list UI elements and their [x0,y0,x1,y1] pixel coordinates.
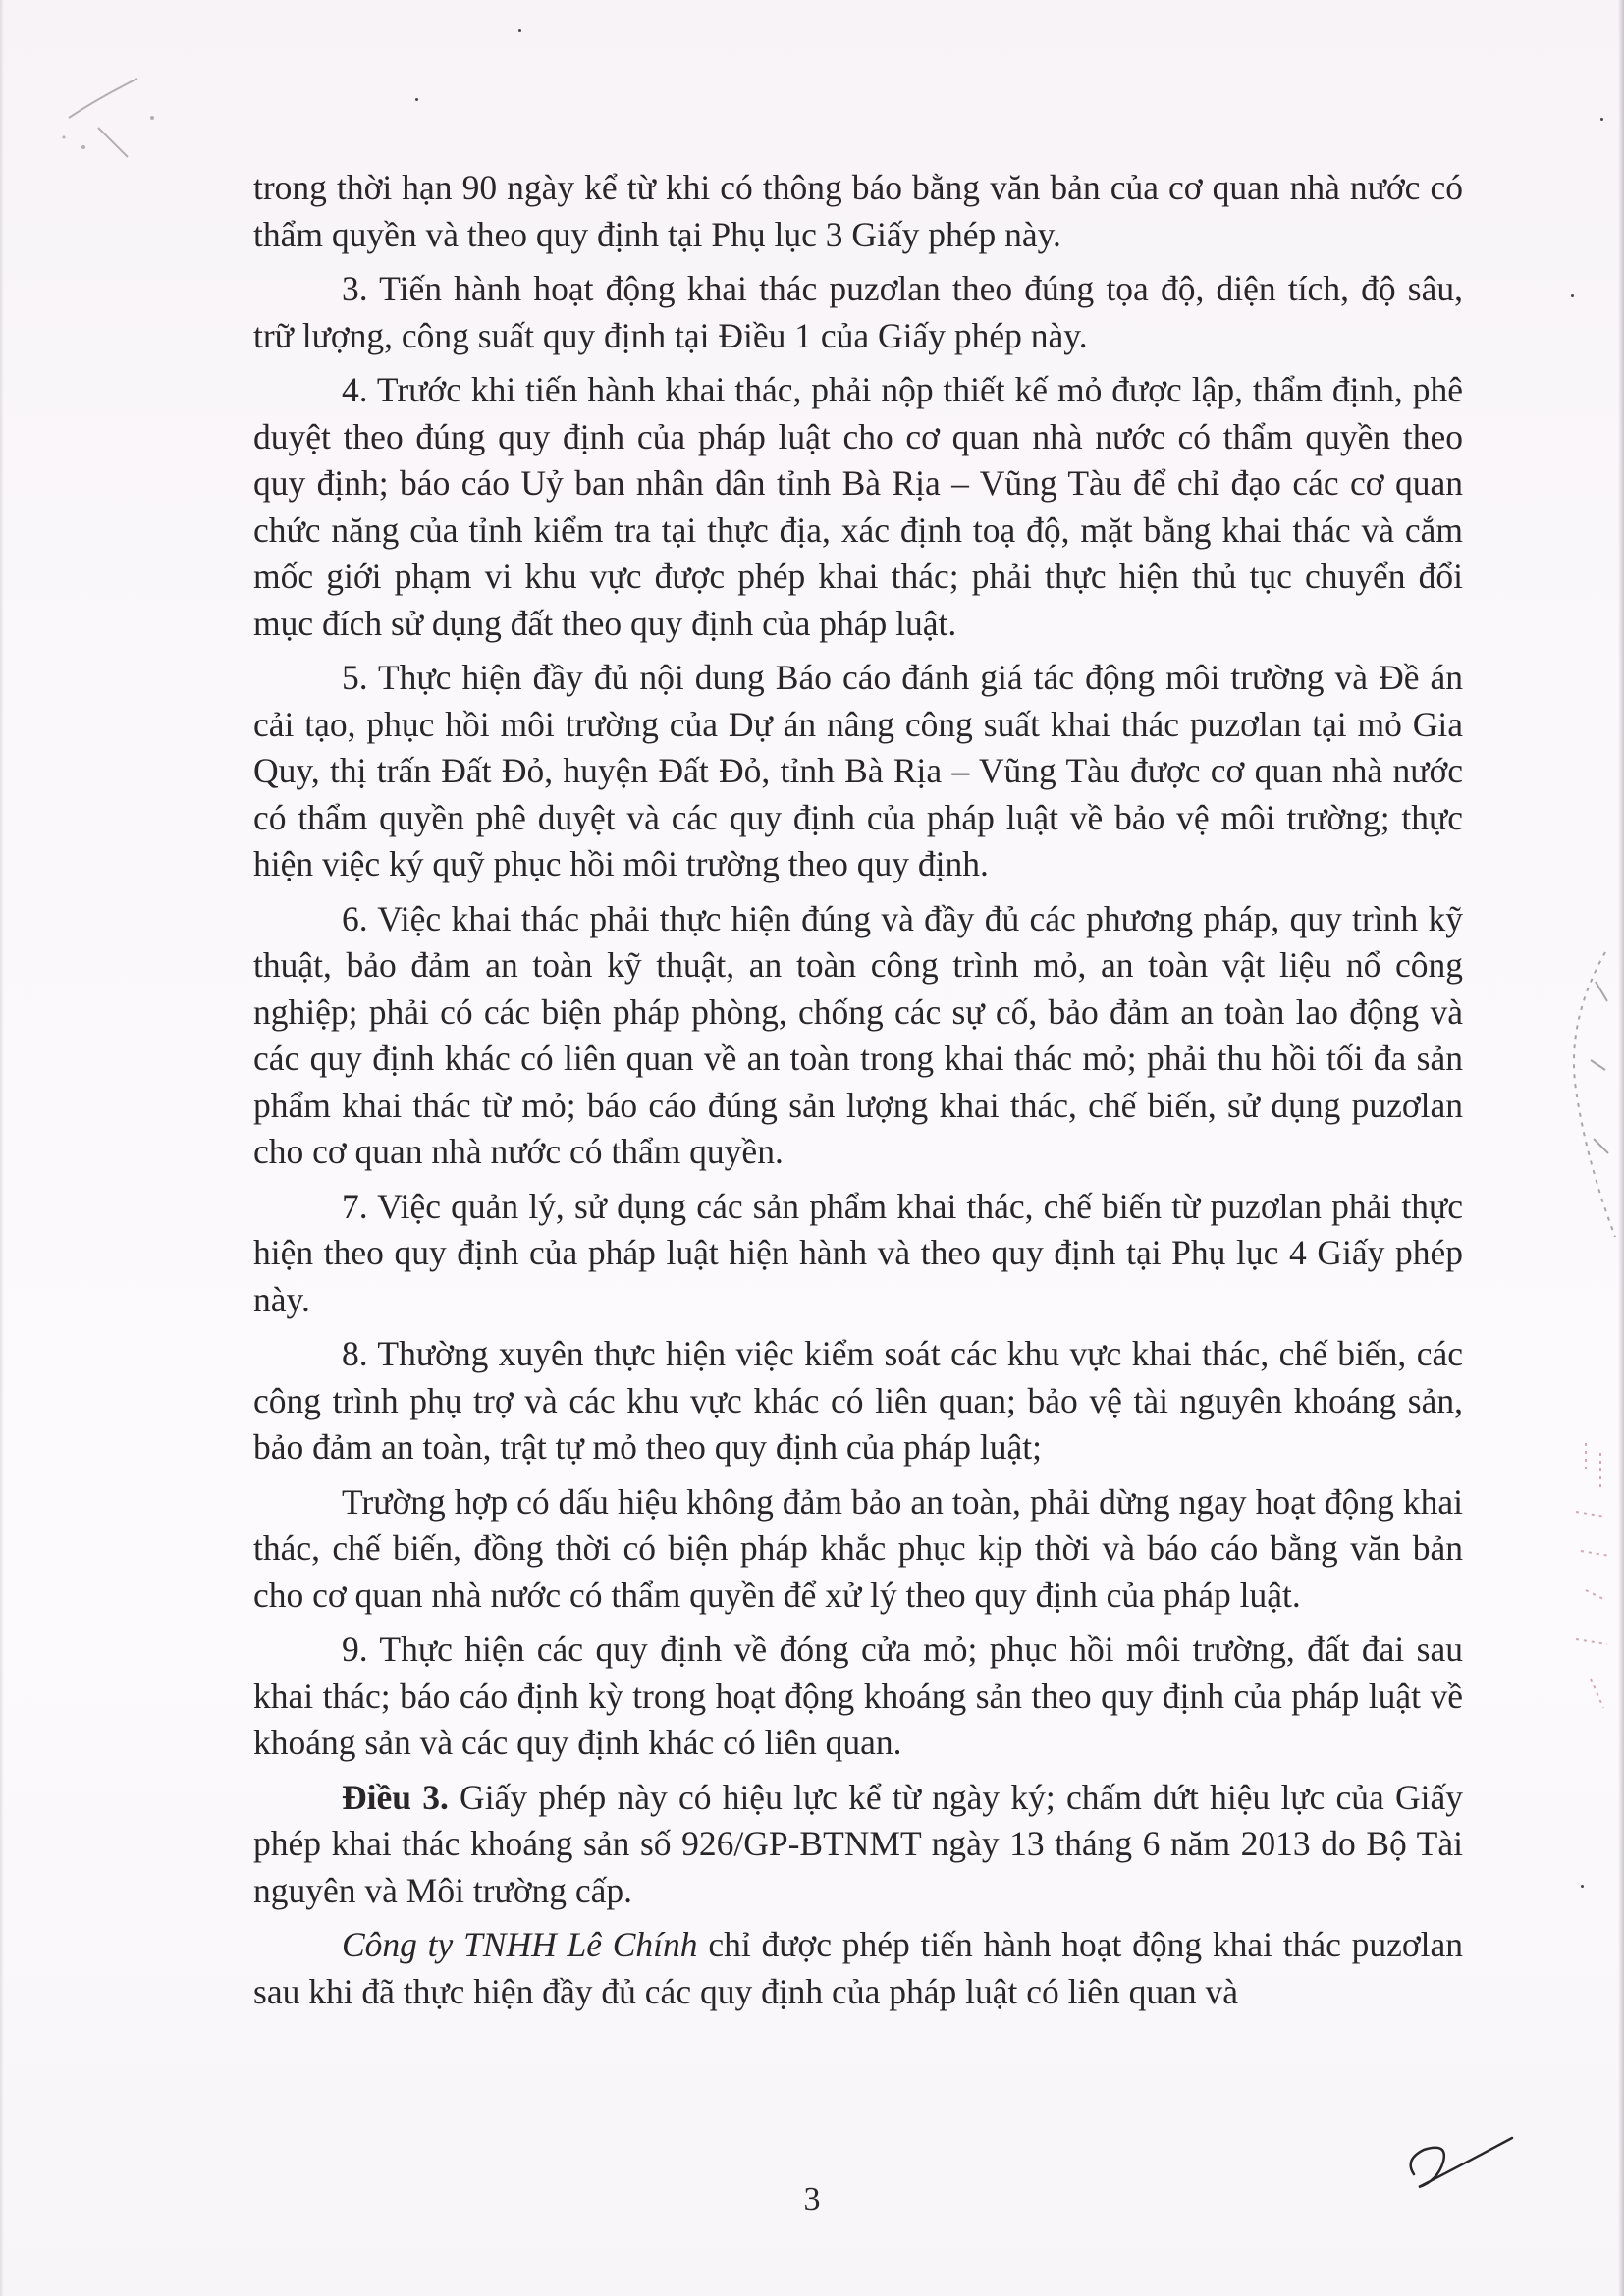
seal-bleed-mark-lower [1546,1433,1620,1728]
scan-speck [1600,118,1603,121]
paragraph-item-8: 8. Thường xuyên thực hiện việc kiểm soát các khu vực khai thác, chế biến, các công trình phụ trợ và các khu vực khác có liên quan; bảo vệ tài nguyên khoáng sản, bảo đảm an toàn, trật tự mỏ theo quy định của pháp luật; [253,1334,1463,1467]
paragraph-item-7: 7. Việc quản lý, sử dụng các sản phẩm khai thác, chế biến từ puzơlan phải thực hiện theo quy định của pháp luật hiện hành và theo quy định tại Phụ lục 4 Giấy phép này. [253,1186,1463,1319]
paragraph-continuation: trong thời hạn 90 ngày kể từ khi có thông báo bằng văn bản của cơ quan nhà nước có thẩm quyền và theo quy định tại Phụ lục 3 Giấy phép này. [253,168,1463,254]
paragraph-item-3: 3. Tiến hành hoạt động khai thác puzơlan theo đúng tọa độ, diện tích, độ sâu, trữ lượng, công suất quy định tại Điều 1 của Giấy phép này. [253,269,1463,355]
paragraph-item-6: 6. Việc khai thác phải thực hiện đúng và đầy đủ các phương pháp, quy trình kỹ thuật, bảo đảm an toàn kỹ thuật, an toàn công trình mỏ, an toàn vật liệu nổ công nghiệp; phải có các biện pháp phòng, chống các sự cố, bảo đảm an toàn lao động và các quy định khác có liên quan về an toàn trong khai thác mỏ; phải thu hồi tối đa sản phẩm khai thác từ mỏ; báo cáo đúng sản lượng khai thác, chế biến, sử dụng puzơlan cho cơ quan nhà nước có thẩm quyền. [253,898,1463,1171]
scan-speck [518,29,521,32]
corner-scribble-mark [39,59,177,167]
paragraph-item-9: 9. Thực hiện các quy định về đóng cửa mỏ; phục hồi môi trường, đất đai sau khai thác; báo cáo định kỳ trong hoạt động khoáng sản theo quy định của pháp luật về khoáng sản và các quy định khác có liên quan. [253,1629,1463,1762]
page-number: 3 [803,2181,821,2217]
article-3-paragraph [253,1775,1463,1915]
paragraph-item-8-note: Trường hợp có dấu hiệu không đảm bảo an toàn, phải dừng ngay hoạt động khai thác, chế biến, đồng thời có biện pháp khắc phục kịp thời và báo cáo bằng văn bản cho cơ quan nhà nước có thẩm quyền để xử lý theo quy định của pháp luật. [253,1481,1463,1615]
article-3-text: Giấy phép này có hiệu lực kể từ ngày ký; chấm dứt hiệu lực của Giấy phép khai thác khoáng sản số 926/GP-BTNMT ngày 13 tháng 6 năm 2013 do Bộ Tài nguyên và Môi trường cấp. [253,1777,1464,1910]
company-paragraph-text: chỉ được phép tiến hành hoạt động khai thác puzơlan sau khi đã thực hiện đầy đủ các quy định của pháp luật có liên quan và [253,1925,1463,2011]
paragraph-item-5: 5. Thực hiện đầy đủ nội dung Báo cáo đánh giá tác động môi trường và Đề án cải tạo, phục hồi môi trường của Dự án nâng công suất khai thác puzơlan tại mỏ Gia Quy, thị trấn Đất Đỏ, huyện Đất Đỏ, tỉnh Bà Rịa – Vũng Tàu được cơ quan nhà nước có thẩm quyền phê duyệt và các quy định của pháp luật về bảo vệ môi trường; thực hiện việc ký quỹ phục hồi môi trường theo quy định. [253,658,1463,883]
seal-bleed-mark-upper [1546,942,1620,1247]
article-3-heading: Điều 3. [342,1777,449,1817]
company-paragraph [253,1922,1463,2015]
scan-edge-left [0,0,4,2296]
scan-speck [1571,294,1574,297]
paragraph-item-4: 4. Trước khi tiến hành khai thác, phải nộp thiết kế mỏ được lập, thẩm định, phê duyệt theo đúng quy định của pháp luật cho cơ quan nhà nước có thẩm quyền theo quy định; báo cáo Uỷ ban nhân dân tỉnh Bà Rịa – Vũng Tàu để chỉ đạo các cơ quan chức năng của tỉnh kiểm tra tại thực địa, xác định toạ độ, mặt bằng khai thác và cắm mốc giới phạm vi khu vực được phép khai thác; phải thực hiện thủ tục chuyển đổi mục đích sử dụng đất theo quy định của pháp luật. [253,370,1463,643]
scan-speck [1581,1885,1584,1888]
company-name: Công ty TNHH Lê Chính [342,1925,698,1964]
scan-speck [415,98,418,101]
document-body [253,165,1463,2015]
